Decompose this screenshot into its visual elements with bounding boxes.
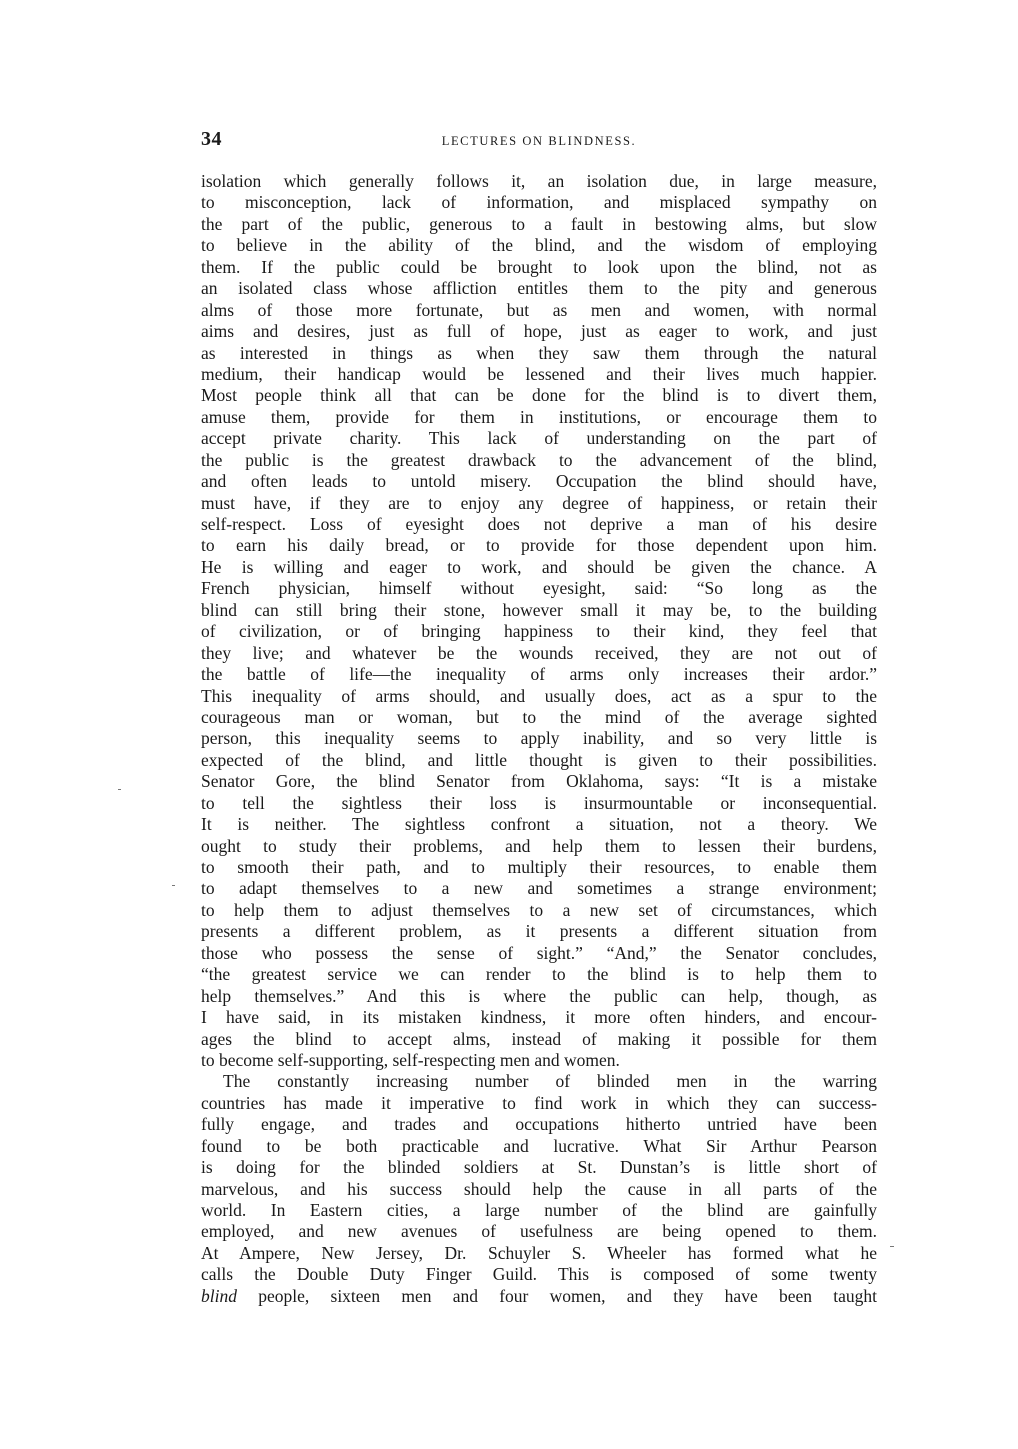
scan-speck	[118, 789, 121, 790]
text-line: the battle of life—the inequality of arms only increases their ardor.”	[201, 664, 877, 685]
text-line: ought to study their problems, and help them to lessen their burdens,	[201, 835, 877, 856]
text-line: At Ampere, New Jersey, Dr. Schuyler S. Wheeler has formed what he	[201, 1242, 877, 1263]
text-line: aims and desires, just as full of hope, just as eager to work, and just	[201, 321, 877, 342]
text-line: person, this inequality seems to apply inability, and so very little is	[201, 728, 877, 749]
text-line: is doing for the blinded soldiers at St. Dunstan’s is little short of	[201, 1157, 877, 1178]
final-line-rest: people, sixteen men and four women, and they have been taught	[236, 1285, 877, 1306]
text-line: as interested in things as when they saw them through the natural	[201, 342, 877, 363]
text-line: self-respect. Loss of eyesight does not deprive a man of his desire	[201, 514, 877, 534]
running-head: LECTURES ON BLINDNESS.	[441, 134, 637, 148]
text-line: to earn his daily bread, or to provide for those dependent upon him.	[201, 535, 877, 556]
text-line: Senator Gore, the blind Senator from Oklahoma, says: “It is a mistake	[201, 771, 877, 792]
scan-speck	[172, 885, 175, 886]
paragraph-end-line: to become self-supporting, self-respecting men and women.	[201, 1049, 620, 1070]
text-line: to misconception, lack of information, and misplaced sympathy on	[201, 192, 877, 213]
page-header	[201, 128, 877, 154]
text-line: countries has made it imperative to find work in which they can success-	[201, 1092, 877, 1113]
italic-word: blind	[201, 1285, 237, 1306]
body-text	[201, 171, 877, 1307]
text-line: marvelous, and his success should help the cause in all parts of the	[201, 1178, 877, 1199]
text-line: to tell the sightless their loss is insurmountable or inconsequential.	[201, 792, 877, 813]
text-line: “the greatest service we can render to the blind is to help them to	[201, 964, 877, 985]
text-line: them. If the public could be brought to look upon the blind, not as	[201, 256, 877, 277]
text-line: Most people think all that can be done for the blind is to divert them,	[201, 385, 877, 406]
text-line: to adapt themselves to a new and sometimes a strange environment;	[201, 878, 877, 899]
text-line: He is willing and eager to work, and should be given the chance. A	[201, 556, 877, 577]
text-line: courageous man or woman, but to the mind of the average sighted	[201, 706, 877, 727]
text-line: the public is the greatest drawback to the advancement of the blind,	[201, 449, 877, 470]
text-line: to smooth their path, and to multiply their resources, to enable them	[201, 857, 877, 877]
text-line: found to be both practicable and lucrative. What Sir Arthur Pearson	[201, 1135, 877, 1156]
text-line: medium, their handicap would be lessened and their lives much happier.	[201, 363, 877, 384]
text-line: expected of the blind, and little thought is given to their possibilities.	[201, 749, 877, 770]
text-line: help themselves.” And this is where the public can help, though, as	[201, 985, 877, 1006]
text-line: This inequality of arms should, and usually does, act as a spur to the	[201, 685, 877, 706]
text-line: blind can still bring their stone, however small it may be, to the building	[201, 599, 877, 620]
text-line: alms of those more fortunate, but as men and women, with normal	[201, 299, 877, 320]
page-number: 34	[201, 128, 222, 150]
text-line: accept private charity. This lack of understanding on the part of	[201, 428, 877, 449]
text-line: amuse them, provide for them in institutions, or encourage them to	[201, 406, 877, 427]
text-line: the part of the public, generous to a fault in bestowing alms, but slow	[201, 213, 877, 234]
text-line: and often leads to untold misery. Occupation the blind should have,	[201, 471, 877, 492]
text-line: world. In Eastern cities, a large number of the blind are gainfully	[201, 1200, 877, 1220]
text-line: presents a different problem, as it presents a different situation from	[201, 921, 877, 942]
text-line: employed, and new avenues of usefulness are being opened to them.	[201, 1221, 877, 1242]
text-line: calls the Double Duty Finger Guild. This is composed of some twenty	[201, 1264, 877, 1285]
text-line: must have, if they are to enjoy any degree of happiness, or retain their	[201, 492, 877, 513]
text-line: I have said, in its mistaken kindness, it more often hinders, and encour-	[201, 1007, 877, 1028]
paragraph-start-line: The constantly increasing number of blinded men in the warring	[223, 1071, 877, 1092]
text-line: to believe in the ability of the blind, and the wisdom of employing	[201, 235, 877, 256]
text-line: French physician, himself without eyesight, said: “So long as the	[201, 578, 877, 599]
text-line: ages the blind to accept alms, instead of making it possible for them	[201, 1028, 877, 1049]
text-line: they live; and whatever be the wounds received, they are not out of	[201, 642, 877, 663]
scan-speck	[890, 1246, 894, 1247]
text-line: those who possess the sense of sight.” “And,” the Senator concludes,	[201, 942, 877, 963]
text-line: fully engage, and trades and occupations hitherto untried have been	[201, 1114, 877, 1135]
text-line: isolation which generally follows it, an isolation due, in large measure,	[201, 171, 877, 191]
text-line: to help them to adjust themselves to a new set of circumstances, which	[201, 899, 877, 920]
text-line: It is neither. The sightless confront a situation, not a theory. We	[201, 814, 877, 835]
text-line: of civilization, or of bringing happiness to their kind, they feel that	[201, 621, 877, 642]
text-line: an isolated class whose affliction entitles them to the pity and generous	[201, 278, 877, 299]
text-line-final	[201, 1286, 877, 1307]
